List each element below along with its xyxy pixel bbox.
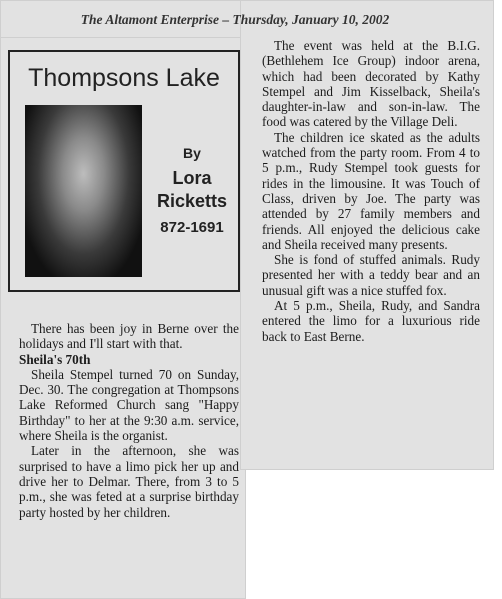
byline-by: By <box>183 145 201 161</box>
left-paragraph-3: Later in the afternoon, she was surprised to have a limo pick her up and drive her to Delmar. There, from 3 to 5 p.m., she was feted at a surprise birthday party hosted by her children. <box>19 443 239 520</box>
author-photo <box>25 105 142 277</box>
right-paragraph-4: At 5 p.m., Sheila, Rudy, and Sandra entered the limo for a luxurious ride back to East Berne. <box>262 298 480 344</box>
section-subhead: Sheila's 70th <box>19 351 91 367</box>
column-box <box>8 50 240 292</box>
intro-paragraph: There has been joy in Berne over the holidays and I'll start with that. <box>19 321 239 352</box>
author-last-name: Ricketts <box>156 191 228 211</box>
right-paragraph-1: The event was held at the B.I.G. (Bethlehem Ice Group) indoor arena, which had been decorated by Kathy Stempel and Jim Kisselback, Sheila's daughter-in-law and son-in-law. The food was catered by the Village Deli. <box>262 38 480 130</box>
left-column <box>19 321 239 520</box>
newspaper-header: The Altamont Enterprise – Thursday, January 10, 2002 <box>80 12 390 27</box>
author-phone: 872-1691 <box>160 219 224 236</box>
column-title: Thompsons Lake <box>28 64 220 92</box>
left-paragraph-2: Sheila Stempel turned 70 on Sunday, Dec. 30. The congregation at Thompsons Lake Reformed Church sang "Happy Birthday" to her at the 9:30 a.m. service, where Sheila is the organist. <box>19 366 239 444</box>
author-first-name: Lora <box>172 168 212 188</box>
right-paragraph-2: The children ice skated as the adults watched from the party room. From 4 to 5 p.m., Rudy Stempel took guests for rides in the limousine. It was Touch of Class, driven by Joe. The party was attended by 27 family members and friends. All enjoyed the delicious cake and Sheila received many presents. <box>262 129 480 252</box>
right-column <box>262 38 480 344</box>
right-paragraph-3: She is fond of stuffed animals. Rudy presented her with a teddy bear and an unusual gift was a nice stuffed fox. <box>262 252 480 298</box>
